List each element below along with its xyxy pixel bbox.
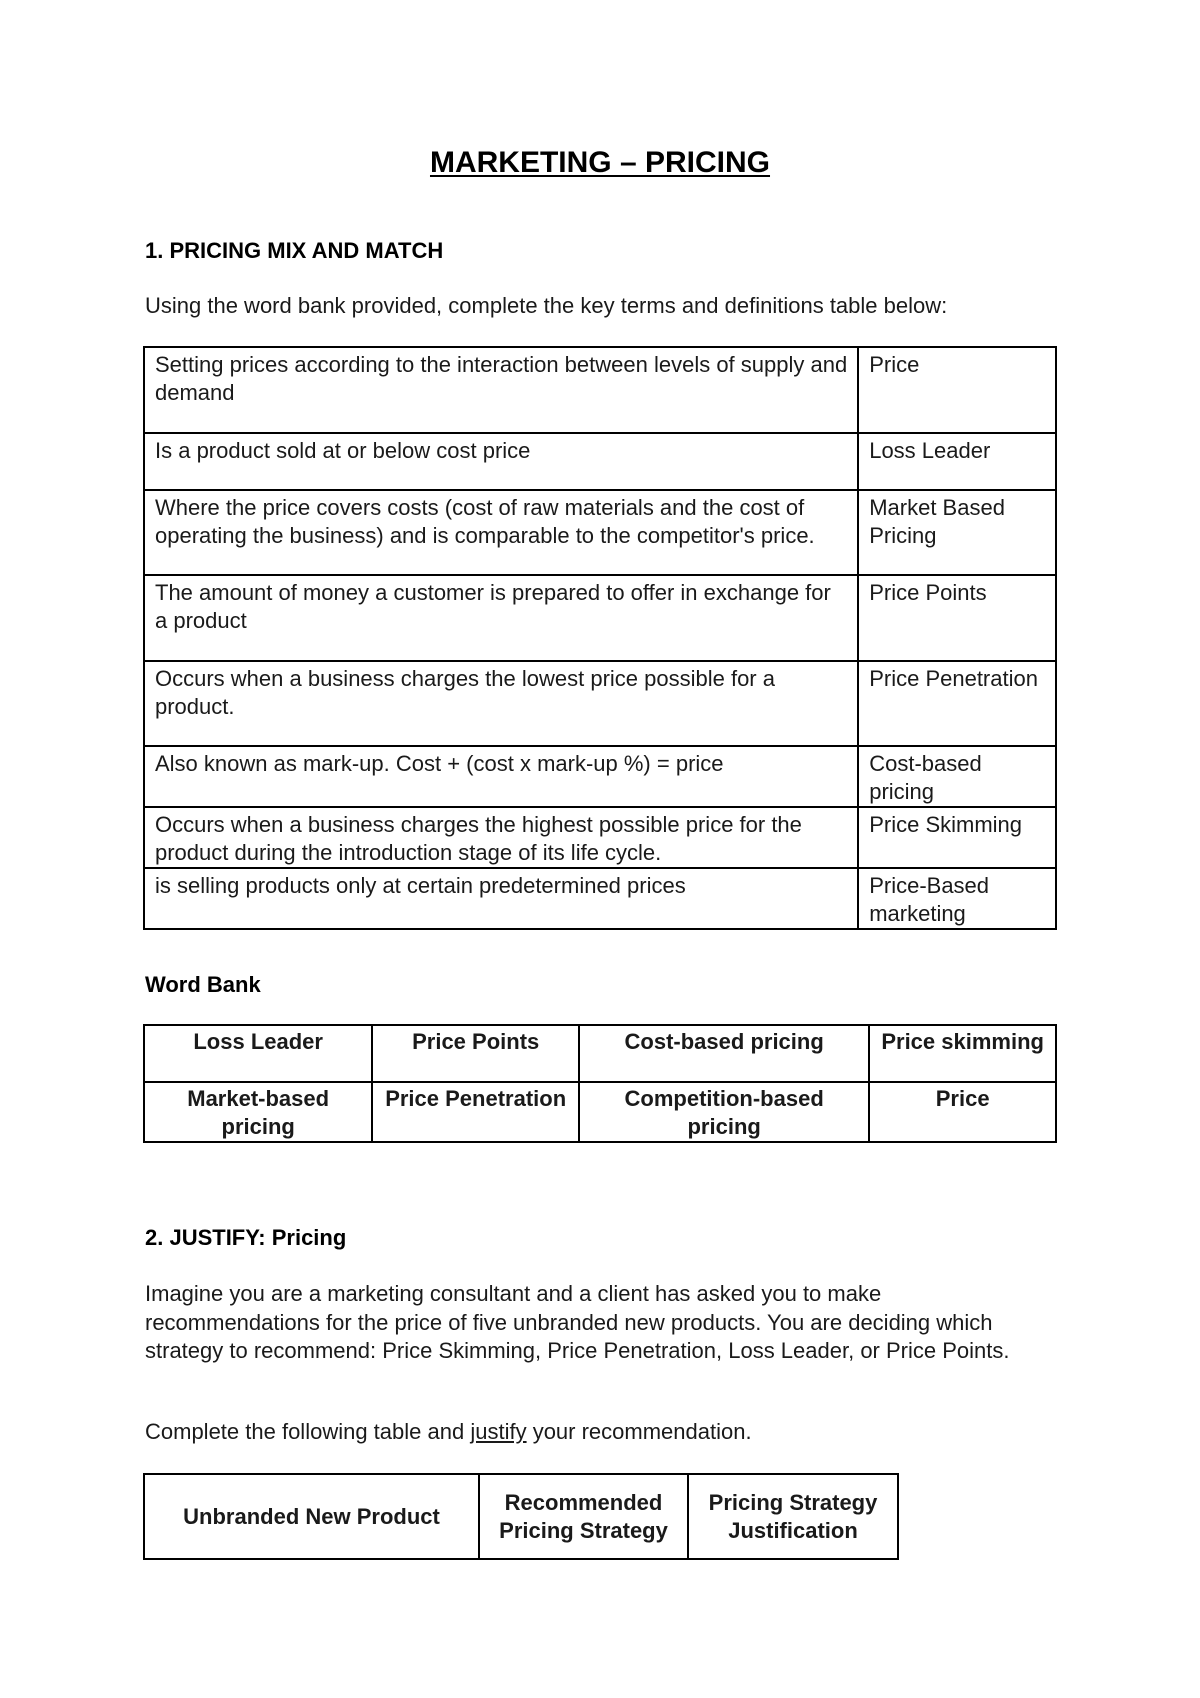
term-cell: Cost-based pricing [858, 746, 1056, 807]
word-bank-cell: Cost-based pricing [579, 1025, 869, 1082]
section-1-instruction: Using the word bank provided, complete the key terms and definitions table below: [145, 293, 948, 318]
table-row [144, 575, 1056, 661]
terms-definitions-table [143, 346, 1057, 930]
word-bank-cell: Price Penetration [372, 1082, 579, 1142]
justification-table [143, 1473, 899, 1560]
header-cell: Pricing Strategy Justification [688, 1474, 898, 1559]
instruction-emphasis: justify [470, 1419, 527, 1444]
term-cell: Price Skimming [858, 807, 1056, 868]
term-cell: Price [858, 347, 1056, 433]
table-row [144, 347, 1056, 433]
table-row [144, 807, 1056, 868]
instruction-text: your recommendation. [526, 1419, 752, 1444]
term-cell: Price Points [858, 575, 1056, 661]
definition-cell: Setting prices according to the interaction between levels of supply and demand [144, 347, 858, 433]
table-row [144, 1025, 1056, 1082]
table-row [144, 1474, 898, 1559]
word-bank-heading: Word Bank [145, 972, 261, 997]
table-row [144, 661, 1056, 746]
section-2-instruction [145, 1418, 752, 1447]
word-bank-cell: Price [869, 1082, 1056, 1142]
word-bank-cell: Loss Leader [144, 1025, 372, 1082]
table-row [144, 868, 1056, 929]
term-cell: Price Penetration [858, 661, 1056, 746]
term-cell: Loss Leader [858, 433, 1056, 490]
section-1-heading: 1. PRICING MIX AND MATCH [145, 238, 444, 263]
definition-cell: Occurs when a business charges the highest possible price for the product during the introduction stage of its life cycle. [144, 807, 858, 868]
instruction-text: Complete the following table and [145, 1419, 471, 1444]
definition-cell: Also known as mark-up. Cost + (cost x mark-up %) = price [144, 746, 858, 807]
term-cell: Price-Based marketing [858, 868, 1056, 929]
table-row [144, 746, 1056, 807]
word-bank-cell: Market-based pricing [144, 1082, 372, 1142]
page-title: MARKETING – PRICING [429, 146, 771, 179]
definition-cell: is selling products only at certain predetermined prices [144, 868, 858, 929]
table-row [144, 433, 1056, 490]
definition-cell: Is a product sold at or below cost price [144, 433, 858, 490]
table-row [144, 1082, 1056, 1142]
definition-cell: Where the price covers costs (cost of raw materials and the cost of operating the business) and is comparable to the competitor's price. [144, 490, 858, 575]
word-bank-cell: Competition-based pricing [579, 1082, 869, 1142]
header-cell: Unbranded New Product [144, 1474, 479, 1559]
definition-cell: The amount of money a customer is prepared to offer in exchange for a product [144, 575, 858, 661]
term-cell: Market Based Pricing [858, 490, 1056, 575]
header-cell: Recommended Pricing Strategy [479, 1474, 688, 1559]
section-2-paragraph: Imagine you are a marketing consultant and a client has asked you to make recommendations for the price of five unbranded new products. You are deciding which strategy to recommend: Price Skimming, Price Penetration, Loss Leader, or Price Points. [145, 1281, 1010, 1363]
word-bank-table [143, 1024, 1057, 1143]
section-2-heading: 2. JUSTIFY: Pricing [145, 1225, 347, 1250]
word-bank-cell: Price skimming [869, 1025, 1056, 1082]
word-bank-cell: Price Points [372, 1025, 579, 1082]
definition-cell: Occurs when a business charges the lowest price possible for a product. [144, 661, 858, 746]
table-row [144, 490, 1056, 575]
